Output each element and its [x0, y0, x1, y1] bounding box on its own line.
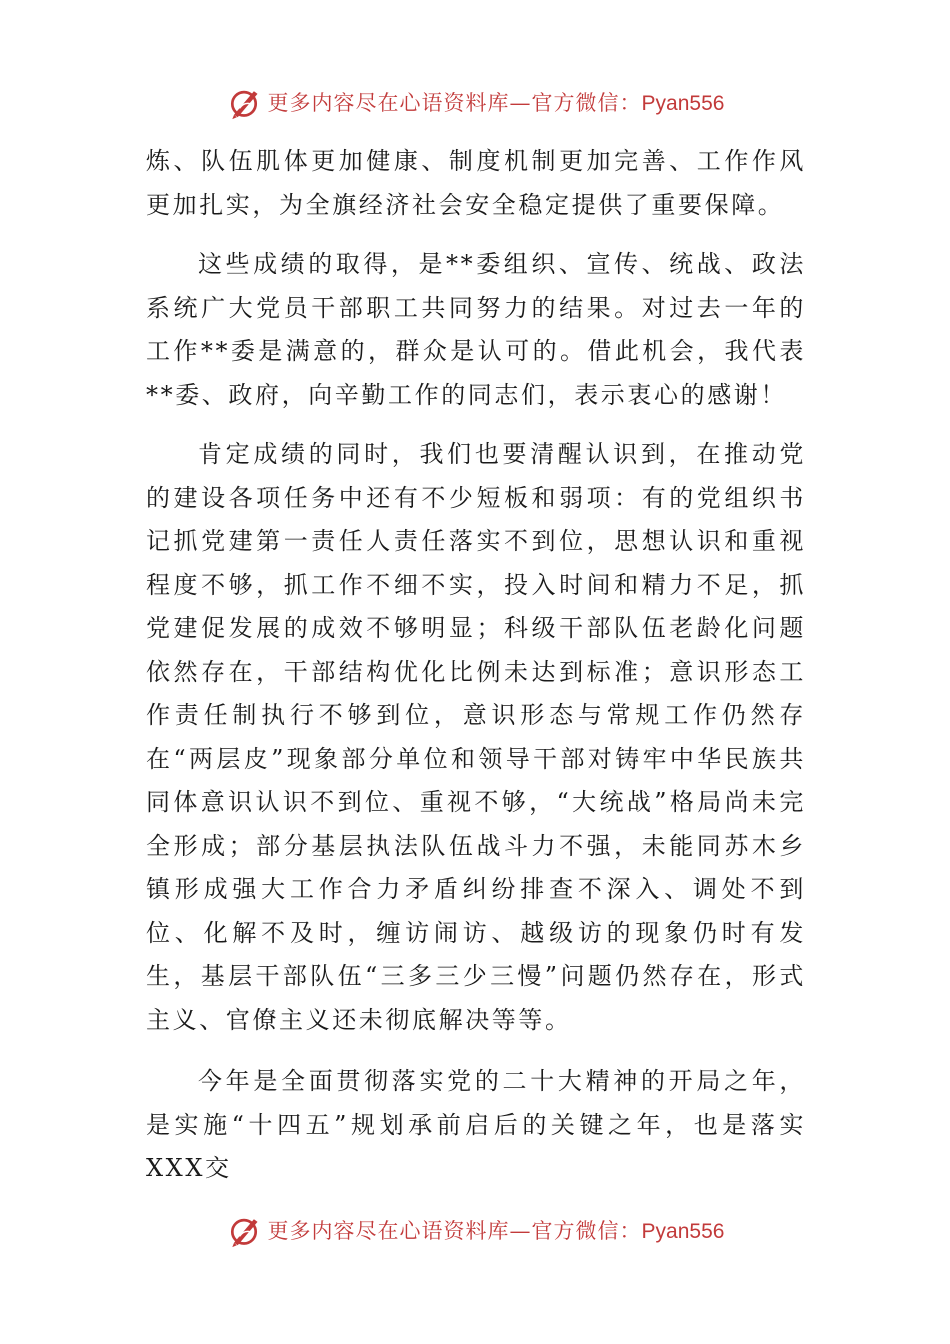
- header-banner-handle: Pyan556: [641, 92, 725, 115]
- paragraph-continuation: 炼、队伍肌体更加健康、制度机制更加完善、工作作风更加扎实，为全旗经济社会安全稳定提供了重要保障。: [146, 147, 806, 219]
- header-banner: [0, 82, 950, 122]
- paragraph-this-year: 今年是全面贯彻落实党的二十大精神的开局之年，是实施“十四五”规划承前启后的关键之年，也是落实XXX交: [146, 1067, 806, 1182]
- paragraph-achievements: 这些成绩的取得，是**委组织、宣传、统战、政法系统广大党员干部职工共同努力的结果。对过去一年的工作**委是满意的，群众是认可的。借此机会，我代表**委、政府，向辛勤工作的同志们，表示衷心的感谢！: [146, 250, 806, 409]
- paragraph-shortcomings: 肯定成绩的同时，我们也要清醒认识到，在推动党的建设各项任务中还有不少短板和弱项：有的党组织书记抓党建第一责任人责任落实不到位，思想认识和重视程度不够，抓工作不细不实，投入时间和精力不足，抓党建促发展的成效不够明显；科级干部队伍老龄化问题依然存在，干部结构优化比例未达到标准；意识形态工作责任制执行不够到位，意识形态与常规工作仍然存在“两层皮”现象部分单位和领导干部对铸牢中华民族共同体意识认识不到位、重视不够，“大统战”格局尚未完全形成；部分基层执法队伍战斗力不强，未能同苏木乡镇形成强大工作合力矛盾纠纷排查不深入、调处不到位、化解不及时，缠访闹访、越级访的现象仍时有发生，基层干部队伍“三多三少三慢”问题仍然存在，形式主义、官僚主义还未彻底解决等等。: [146, 440, 806, 1034]
- pen-circle-logo-icon: [226, 1212, 262, 1248]
- header-banner-text: [268, 87, 725, 117]
- header-banner-label: 更多内容尽在心语资料库—官方微信：: [267, 91, 642, 115]
- footer-banner: [0, 1210, 950, 1250]
- document-body: [146, 140, 806, 1207]
- footer-banner-label: 更多内容尽在心语资料库—官方微信：: [267, 1219, 642, 1243]
- footer-banner-handle: Pyan556: [641, 1220, 725, 1243]
- footer-banner-text: [268, 1215, 725, 1245]
- pen-circle-logo-icon: [226, 84, 262, 120]
